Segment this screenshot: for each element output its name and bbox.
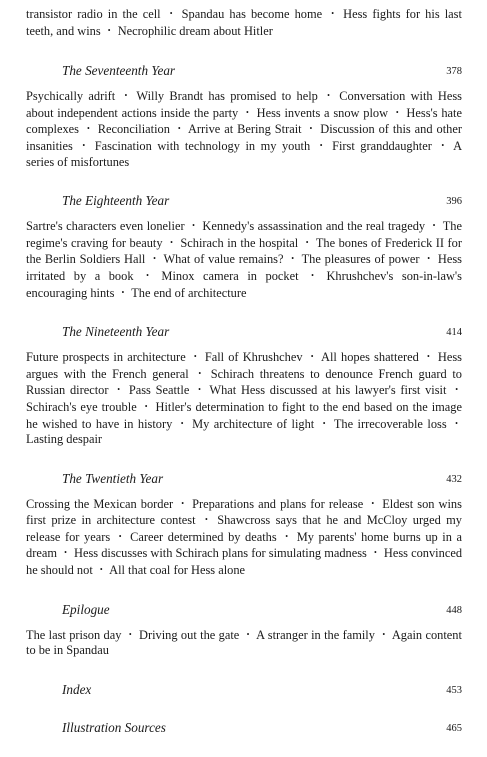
summary-item: Eldest son wins first prize in architecture contest: [26, 496, 462, 528]
summary-item: Sartre's characters even lonelier: [26, 219, 185, 234]
item-separator: •: [371, 498, 375, 508]
item-separator: •: [64, 548, 67, 558]
chapter-heading: [26, 601, 462, 619]
item-separator: •: [99, 565, 103, 575]
item-separator: •: [118, 531, 122, 541]
summary-item: Hess invents a snow plow: [256, 105, 389, 120]
summary-item: What Hess discussed at his lawyer's first visit: [209, 383, 447, 398]
item-separator: •: [310, 352, 314, 362]
item-separator: •: [198, 368, 202, 378]
item-separator: •: [177, 124, 181, 134]
summary-item: Khrushchev's son-in-law's encouraging hints: [26, 268, 462, 300]
chapter-title: The Twentieth Year: [62, 470, 164, 486]
summary-item: Schirach in the hospital: [180, 235, 299, 250]
chapter-entry: [26, 62, 462, 170]
item-separator: •: [331, 9, 335, 18]
summary-item: A stranger in the family: [256, 627, 375, 642]
item-separator: •: [204, 515, 208, 525]
item-separator: •: [311, 270, 314, 280]
chapter-page-number: 448: [446, 604, 462, 616]
item-separator: •: [305, 237, 309, 247]
chapter-entry: [26, 601, 462, 659]
summary-item: Crossing the Mexican border: [26, 496, 174, 511]
item-separator: •: [427, 254, 431, 264]
summary-item: All hopes shattered: [321, 350, 419, 365]
item-separator: •: [327, 91, 330, 101]
item-separator: •: [128, 629, 132, 639]
item-separator: •: [86, 124, 90, 134]
summary-item: The bones of Frederick II for the Berlin Soldiers Hall: [26, 235, 462, 267]
item-separator: •: [455, 385, 459, 395]
chapter-page-number: 396: [446, 196, 462, 208]
item-separator: •: [117, 385, 121, 395]
item-separator: •: [395, 107, 399, 117]
summary-item: Reconciliation: [97, 122, 170, 137]
chapter-summary: [26, 496, 462, 579]
chapter-page-number: 414: [446, 327, 462, 339]
summary-item: The last prison day: [26, 627, 122, 642]
item-separator: •: [441, 140, 445, 150]
continued-entry-text: [26, 6, 462, 39]
chapter-title: Epilogue: [62, 601, 110, 617]
summary-item: Minox camera in pocket: [161, 268, 299, 283]
continued-item: Spandau has become home: [181, 7, 323, 21]
summary-item: Hess argues with the French general: [26, 350, 462, 381]
item-separator: •: [144, 401, 148, 411]
summary-item: Arrive at Bering Strait: [187, 122, 302, 137]
chapter-summary: [26, 349, 462, 448]
chapter-entry: [26, 323, 462, 448]
summary-item: Conversation with Hess about independent actions inside the party: [26, 89, 462, 120]
item-separator: •: [246, 107, 249, 117]
item-separator: •: [153, 254, 156, 264]
summary-item: First granddaughter: [332, 138, 432, 153]
summary-item: Schirach's eye trouble: [26, 399, 137, 414]
back-matter-entry: [26, 719, 462, 737]
item-separator: •: [82, 140, 86, 150]
summary-item: The end of architecture: [131, 285, 247, 300]
item-separator: •: [121, 287, 125, 297]
summary-item: My parents' home burns up in a dream: [26, 529, 463, 561]
summary-item: Pass Seattle: [128, 383, 190, 398]
summary-item: Hess irritated by a book: [26, 252, 462, 283]
summary-item: Kennedy's assassination and the real tragedy: [202, 219, 426, 234]
item-separator: •: [432, 221, 436, 231]
summary-item: Driving out the gate: [139, 627, 240, 642]
summary-item: Career determined by deaths: [130, 529, 277, 544]
item-separator: •: [309, 124, 313, 134]
item-separator: •: [192, 221, 195, 231]
summary-item: Hess's hate complexes: [26, 105, 462, 137]
back-matter-heading: [26, 719, 462, 737]
item-separator: •: [382, 629, 386, 639]
summary-item: What of value remains?: [163, 252, 284, 267]
back-matter-title: Illustration Sources: [62, 719, 166, 735]
chapter-summary: [26, 88, 462, 170]
item-separator: •: [373, 548, 377, 558]
item-separator: •: [170, 237, 173, 247]
item-separator: •: [180, 418, 184, 428]
item-separator: •: [193, 352, 197, 362]
chapter-title: The Nineteenth Year: [62, 324, 170, 340]
summary-item: Preparations and plans for release: [192, 496, 364, 511]
summary-item: The irrecoverable loss: [333, 416, 447, 431]
back-matter-entry: [26, 681, 462, 699]
summary-item: Shawcross says that he and McCloy urged my release for years: [26, 513, 463, 544]
chapter-heading: [26, 470, 462, 488]
item-separator: •: [198, 385, 201, 395]
item-separator: •: [455, 418, 458, 428]
continued-item: Necrophilic dream about Hitler: [117, 23, 273, 38]
summary-item: Fall of Khrushchev: [204, 350, 303, 365]
chapter-heading: [26, 62, 462, 80]
back-matter-title: Index: [62, 681, 92, 697]
summary-item: Again content to be in Spandau: [26, 627, 462, 658]
item-separator: •: [322, 418, 326, 428]
summary-item: The regime's craving for beauty: [26, 219, 462, 250]
back-matter-list: [26, 681, 462, 737]
item-separator: •: [285, 531, 289, 541]
item-separator: •: [319, 140, 323, 150]
chapter-heading: [26, 323, 462, 341]
table-of-contents: [26, 6, 462, 757]
summary-item: Lasting despair: [26, 432, 103, 447]
summary-item: Future prospects in architecture: [26, 350, 186, 365]
back-matter-page-number: 453: [446, 684, 462, 696]
item-separator: •: [246, 629, 250, 639]
summary-item: Discussion of this and other insanities: [26, 122, 462, 153]
chapter-page-number: 378: [446, 66, 462, 78]
chapter-summary: [26, 627, 462, 659]
chapter-entry: [26, 192, 462, 301]
chapter-summary: [26, 218, 462, 301]
item-separator: •: [124, 91, 128, 101]
summary-item: A series of misfortunes: [26, 138, 463, 169]
item-separator: •: [107, 25, 111, 35]
back-matter-page-number: 465: [446, 722, 462, 734]
chapter-list: [26, 62, 462, 659]
item-separator: •: [169, 9, 173, 18]
summary-item: Willy Brandt has promised to help: [136, 89, 318, 104]
summary-item: Hess convinced he should not: [26, 546, 463, 578]
chapter-title: The Seventeenth Year: [62, 63, 176, 79]
chapter-page-number: 432: [446, 473, 462, 485]
summary-item: Fascination with technology in my youth: [94, 138, 311, 153]
chapter-heading: [26, 192, 462, 210]
summary-item: All that coal for Hess alone: [109, 563, 246, 578]
summary-item: The pleasures of power: [301, 252, 420, 267]
summary-item: Hitler's determination to fight to the end based on the image he wished to have in history: [26, 399, 462, 431]
summary-item: Psychically adrift: [26, 89, 116, 104]
item-separator: •: [426, 352, 430, 362]
back-matter-heading: [26, 681, 462, 699]
item-separator: •: [291, 254, 295, 264]
chapter-entry: [26, 470, 462, 579]
chapter-title: The Eighteenth Year: [62, 193, 170, 209]
summary-item: Schirach threatens to denounce French guard to Russian director: [26, 366, 462, 398]
continued-item: transistor radio in the cell: [26, 7, 161, 21]
item-separator: •: [181, 498, 185, 508]
item-separator: •: [146, 270, 149, 280]
summary-item: Hess discusses with Schirach plans for simulating madness: [74, 546, 367, 561]
summary-item: My architecture of light: [192, 416, 315, 431]
continued-item: Hess fights for his last teeth, and wins: [26, 7, 462, 38]
